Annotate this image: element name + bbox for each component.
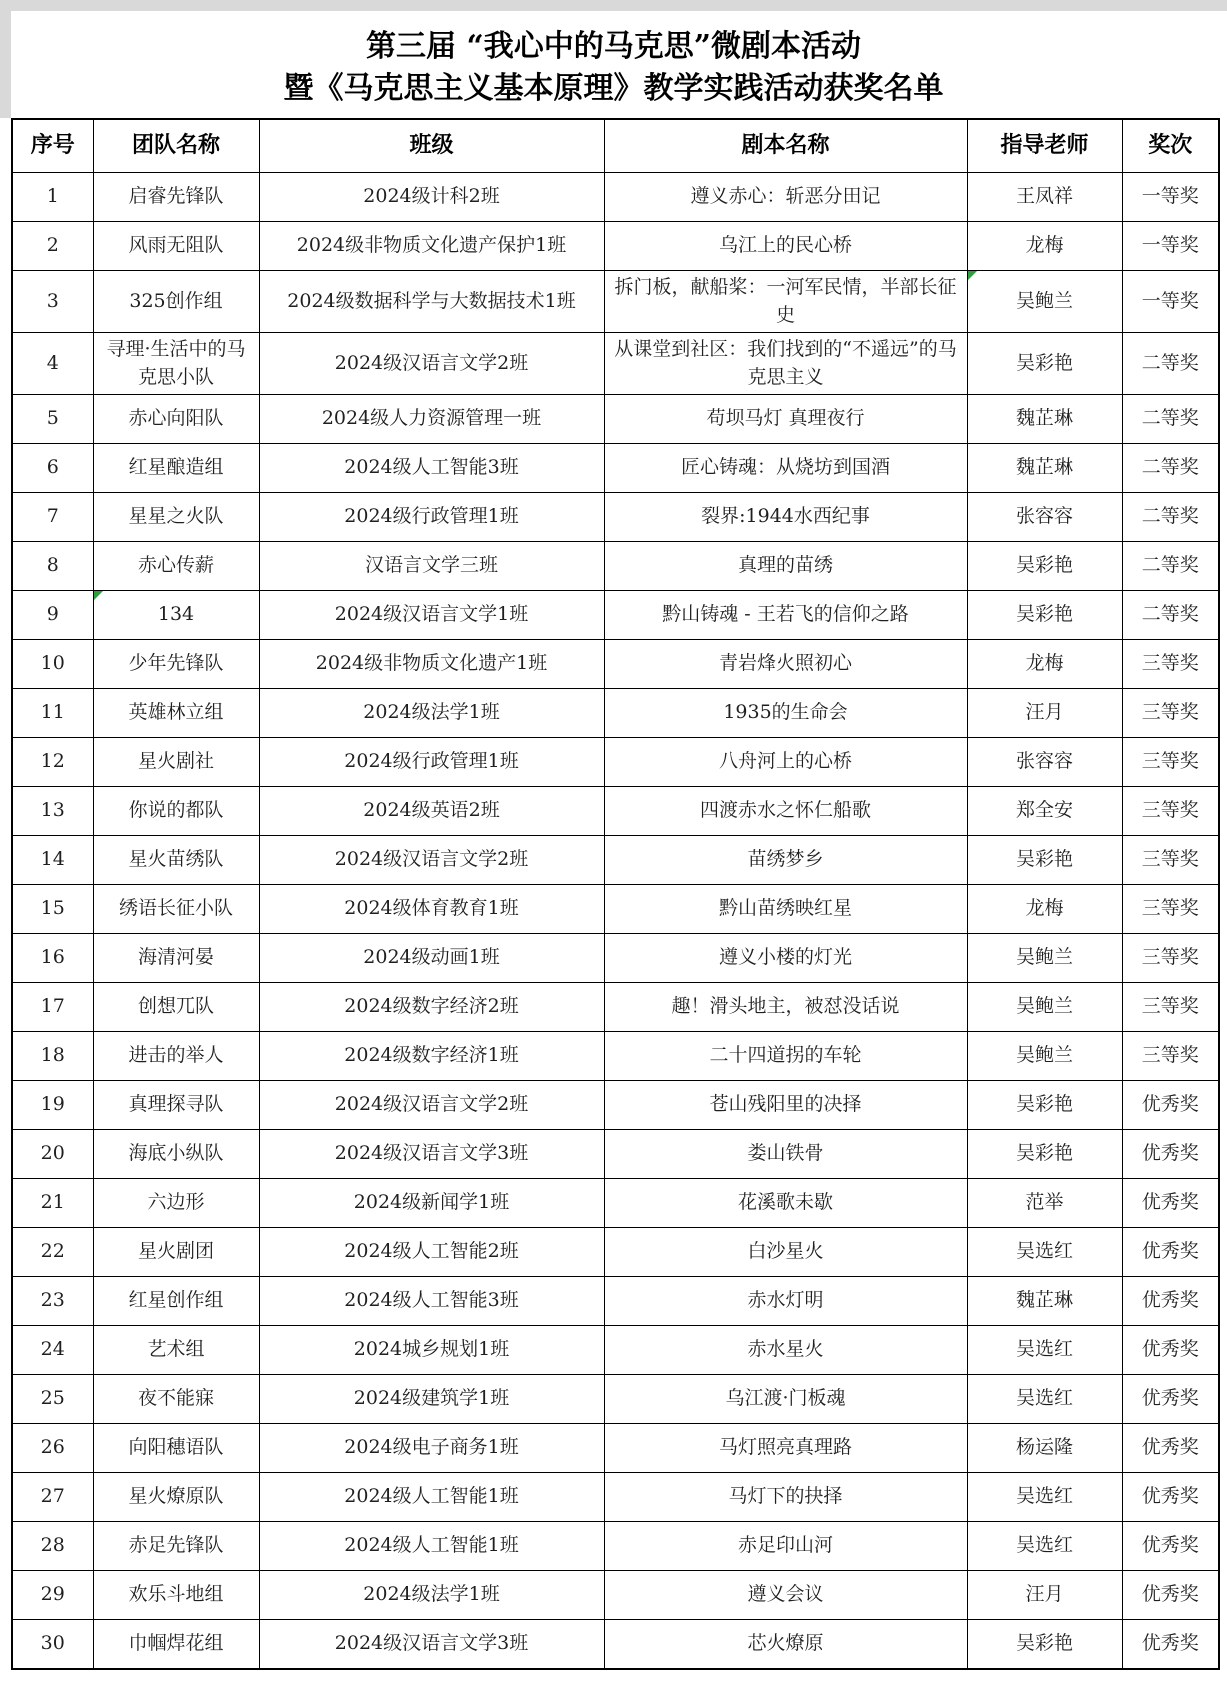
cell-award: 优秀奖 (1122, 1179, 1219, 1228)
header-no: 序号 (12, 119, 93, 173)
cell-class: 2024级英语2班 (259, 787, 604, 836)
table-row (12, 1620, 1219, 1670)
cell-script: 八舟河上的心桥 (604, 738, 967, 787)
table-row (12, 640, 1219, 689)
cell-award: 优秀奖 (1122, 1326, 1219, 1375)
cell-team: 启睿先锋队 (93, 173, 259, 222)
cell-no: 27 (12, 1473, 93, 1522)
cell-award: 优秀奖 (1122, 1473, 1219, 1522)
cell-class: 2024级非物质文化遗产保护1班 (259, 222, 604, 271)
cell-teacher: 张容容 (967, 493, 1122, 542)
cell-script: 马灯下的抉择 (604, 1473, 967, 1522)
cell-team: 红星创作组 (93, 1277, 259, 1326)
cell-award: 三等奖 (1122, 885, 1219, 934)
cell-award: 二等奖 (1122, 444, 1219, 493)
cell-no: 29 (12, 1571, 93, 1620)
screenshot-left-border (0, 0, 11, 118)
header-award: 奖次 (1122, 119, 1219, 173)
cell-no: 16 (12, 934, 93, 983)
cell-no: 9 (12, 591, 93, 640)
cell-no: 15 (12, 885, 93, 934)
cell-team: 红星酿造组 (93, 444, 259, 493)
cell-class: 2024级电子商务1班 (259, 1424, 604, 1473)
cell-class: 汉语言文学三班 (259, 542, 604, 591)
cell-no: 13 (12, 787, 93, 836)
cell-teacher: 郑全安 (967, 787, 1122, 836)
cell-teacher: 吴彩艳 (967, 1130, 1122, 1179)
cell-team: 艺术组 (93, 1326, 259, 1375)
cell-class: 2024级建筑学1班 (259, 1375, 604, 1424)
cell-no: 3 (12, 271, 93, 333)
cell-no: 26 (12, 1424, 93, 1473)
cell-no: 22 (12, 1228, 93, 1277)
cell-award: 三等奖 (1122, 983, 1219, 1032)
cell-script: 裂界:1944水西纪事 (604, 493, 967, 542)
cell-award: 二等奖 (1122, 493, 1219, 542)
cell-award: 一等奖 (1122, 271, 1219, 333)
cell-class: 2024级汉语言文学3班 (259, 1130, 604, 1179)
table-row (12, 1277, 1219, 1326)
cell-teacher: 吴彩艳 (967, 333, 1122, 395)
cell-class: 2024级汉语言文学2班 (259, 1081, 604, 1130)
cell-class: 2024城乡规划1班 (259, 1326, 604, 1375)
cell-no: 1 (12, 173, 93, 222)
cell-award: 优秀奖 (1122, 1522, 1219, 1571)
cell-no: 7 (12, 493, 93, 542)
table-row (12, 1375, 1219, 1424)
cell-team: 325创作组 (93, 271, 259, 333)
cell-no: 17 (12, 983, 93, 1032)
cell-award: 优秀奖 (1122, 1277, 1219, 1326)
cell-script: 二十四道拐的车轮 (604, 1032, 967, 1081)
cell-team: 你说的都队 (93, 787, 259, 836)
cell-team: 绣语长征小队 (93, 885, 259, 934)
cell-class: 2024级人工智能3班 (259, 1277, 604, 1326)
cell-script: 青岩烽火照初心 (604, 640, 967, 689)
cell-team: 创想兀队 (93, 983, 259, 1032)
cell-class: 2024级体育教育1班 (259, 885, 604, 934)
cell-script: 从课堂到社区：我们找到的“不遥远”的马克思主义 (604, 333, 967, 395)
cell-team: 赤心向阳队 (93, 395, 259, 444)
table-row (12, 738, 1219, 787)
cell-no: 14 (12, 836, 93, 885)
cell-script: 拆门板，献船桨：一河军民情，半部长征史 (604, 271, 967, 333)
table-row (12, 271, 1219, 333)
cell-award: 二等奖 (1122, 395, 1219, 444)
cell-no: 5 (12, 395, 93, 444)
cell-teacher: 吴彩艳 (967, 1620, 1122, 1670)
table-row (12, 1326, 1219, 1375)
table-row (12, 1081, 1219, 1130)
cell-no: 28 (12, 1522, 93, 1571)
cell-teacher: 吴彩艳 (967, 1081, 1122, 1130)
cell-teacher: 吴鲍兰 (967, 983, 1122, 1032)
cell-no: 8 (12, 542, 93, 591)
cell-award: 三等奖 (1122, 1032, 1219, 1081)
cell-team: 英雄林立组 (93, 689, 259, 738)
cell-script: 黔山铸魂 - 王若飞的信仰之路 (604, 591, 967, 640)
cell-teacher: 范举 (967, 1179, 1122, 1228)
table-row (12, 1130, 1219, 1179)
page-title-line1: 第三届 “我心中的马克思”微剧本活动 (366, 29, 861, 64)
cell-script: 花溪歌未歇 (604, 1179, 967, 1228)
cell-teacher: 吴鲍兰 (967, 1032, 1122, 1081)
cell-script: 苗绣梦乡 (604, 836, 967, 885)
cell-script: 四渡赤水之怀仁船歌 (604, 787, 967, 836)
cell-award: 一等奖 (1122, 222, 1219, 271)
table-row (12, 1032, 1219, 1081)
cell-award: 三等奖 (1122, 689, 1219, 738)
cell-teacher: 张容容 (967, 738, 1122, 787)
cell-class: 2024级非物质文化遗产1班 (259, 640, 604, 689)
table-header-row (12, 119, 1219, 173)
cell-class: 2024级汉语言文学2班 (259, 836, 604, 885)
cell-script: 娄山铁骨 (604, 1130, 967, 1179)
cell-script: 乌江上的民心桥 (604, 222, 967, 271)
cell-team: 134 (93, 591, 259, 640)
table-row (12, 1228, 1219, 1277)
cell-class: 2024级汉语言文学3班 (259, 1620, 604, 1670)
cell-team: 赤足先锋队 (93, 1522, 259, 1571)
cell-award: 优秀奖 (1122, 1620, 1219, 1670)
table-row (12, 493, 1219, 542)
cell-teacher: 吴选红 (967, 1228, 1122, 1277)
cell-award: 优秀奖 (1122, 1375, 1219, 1424)
cell-teacher: 汪月 (967, 1571, 1122, 1620)
cell-class: 2024级人力资源管理一班 (259, 395, 604, 444)
cell-award: 三等奖 (1122, 738, 1219, 787)
cell-team: 星火剧社 (93, 738, 259, 787)
cell-script: 黔山苗绣映红星 (604, 885, 967, 934)
table-row (12, 1424, 1219, 1473)
cell-award: 二等奖 (1122, 542, 1219, 591)
cell-no: 10 (12, 640, 93, 689)
cell-team: 星火苗绣队 (93, 836, 259, 885)
table-row (12, 591, 1219, 640)
cell-award: 三等奖 (1122, 934, 1219, 983)
cell-script: 遵义小楼的灯光 (604, 934, 967, 983)
cell-teacher: 魏芷琳 (967, 1277, 1122, 1326)
cell-class: 2024级汉语言文学2班 (259, 333, 604, 395)
cell-team: 欢乐斗地组 (93, 1571, 259, 1620)
cell-no: 24 (12, 1326, 93, 1375)
cell-team: 六边形 (93, 1179, 259, 1228)
cell-class: 2024级数据科学与大数据技术1班 (259, 271, 604, 333)
cell-script: 马灯照亮真理路 (604, 1424, 967, 1473)
cell-no: 19 (12, 1081, 93, 1130)
table-row (12, 395, 1219, 444)
cell-script: 1935的生命会 (604, 689, 967, 738)
cell-script: 赤水星火 (604, 1326, 967, 1375)
cell-script: 赤足印山河 (604, 1522, 967, 1571)
cell-teacher: 魏芷琳 (967, 395, 1122, 444)
cell-team: 寻理·生活中的马克思小队 (93, 333, 259, 395)
cell-script: 白沙星火 (604, 1228, 967, 1277)
cell-award: 二等奖 (1122, 333, 1219, 395)
cell-script: 赤水灯明 (604, 1277, 967, 1326)
cell-teacher: 王凤祥 (967, 173, 1122, 222)
cell-script: 芯火燎原 (604, 1620, 967, 1670)
cell-teacher: 吴选红 (967, 1522, 1122, 1571)
cell-team: 海底小纵队 (93, 1130, 259, 1179)
cell-class: 2024级计科2班 (259, 173, 604, 222)
cell-team: 进击的举人 (93, 1032, 259, 1081)
header-team: 团队名称 (93, 119, 259, 173)
cell-no: 4 (12, 333, 93, 395)
header-teacher: 指导老师 (967, 119, 1122, 173)
cell-no: 11 (12, 689, 93, 738)
cell-class: 2024级数字经济2班 (259, 983, 604, 1032)
table-row (12, 542, 1219, 591)
cell-class: 2024级人工智能1班 (259, 1473, 604, 1522)
cell-award: 二等奖 (1122, 591, 1219, 640)
cell-class: 2024级汉语言文学1班 (259, 591, 604, 640)
table-row (12, 983, 1219, 1032)
cell-no: 6 (12, 444, 93, 493)
cell-class: 2024级人工智能2班 (259, 1228, 604, 1277)
header-class: 班级 (259, 119, 604, 173)
cell-team: 巾帼焊花组 (93, 1620, 259, 1670)
cell-team: 向阳穗语队 (93, 1424, 259, 1473)
cell-award: 优秀奖 (1122, 1571, 1219, 1620)
cell-script: 苟坝马灯 真理夜行 (604, 395, 967, 444)
cell-script: 真理的苗绣 (604, 542, 967, 591)
cell-teacher: 龙梅 (967, 640, 1122, 689)
header-script: 剧本名称 (604, 119, 967, 173)
cell-no: 21 (12, 1179, 93, 1228)
cell-error-marker-triangle (94, 591, 103, 600)
cell-award: 三等奖 (1122, 787, 1219, 836)
table-row (12, 787, 1219, 836)
cell-teacher: 龙梅 (967, 222, 1122, 271)
cell-teacher: 吴鲍兰 (967, 934, 1122, 983)
table-row (12, 1179, 1219, 1228)
cell-script: 遵义会议 (604, 1571, 967, 1620)
cell-award: 优秀奖 (1122, 1424, 1219, 1473)
cell-award: 三等奖 (1122, 836, 1219, 885)
cell-script: 趣！滑头地主，被怼没话说 (604, 983, 967, 1032)
table-row (12, 173, 1219, 222)
cell-no: 2 (12, 222, 93, 271)
cell-class: 2024级法学1班 (259, 1571, 604, 1620)
table-row (12, 222, 1219, 271)
cell-no: 23 (12, 1277, 93, 1326)
cell-teacher: 杨运隆 (967, 1424, 1122, 1473)
cell-class: 2024级动画1班 (259, 934, 604, 983)
cell-team: 海清河晏 (93, 934, 259, 983)
cell-team: 赤心传薪 (93, 542, 259, 591)
awards-table (11, 118, 1220, 1670)
cell-teacher: 吴选红 (967, 1326, 1122, 1375)
cell-team: 星火燎原队 (93, 1473, 259, 1522)
cell-award: 三等奖 (1122, 640, 1219, 689)
cell-no: 18 (12, 1032, 93, 1081)
cell-no: 20 (12, 1130, 93, 1179)
cell-class: 2024级人工智能1班 (259, 1522, 604, 1571)
cell-teacher: 吴彩艳 (967, 591, 1122, 640)
cell-class: 2024级法学1班 (259, 689, 604, 738)
table-row (12, 1522, 1219, 1571)
cell-error-marker-triangle (968, 271, 977, 280)
cell-class: 2024级行政管理1班 (259, 738, 604, 787)
cell-teacher: 吴选红 (967, 1375, 1122, 1424)
cell-teacher: 龙梅 (967, 885, 1122, 934)
cell-team: 星星之火队 (93, 493, 259, 542)
cell-no: 25 (12, 1375, 93, 1424)
cell-award: 优秀奖 (1122, 1228, 1219, 1277)
cell-team: 少年先锋队 (93, 640, 259, 689)
cell-no: 12 (12, 738, 93, 787)
cell-teacher: 吴鲍兰 (967, 271, 1122, 333)
cell-team: 真理探寻队 (93, 1081, 259, 1130)
cell-team: 风雨无阻队 (93, 222, 259, 271)
cell-teacher: 汪月 (967, 689, 1122, 738)
cell-team: 星火剧团 (93, 1228, 259, 1277)
cell-script: 匠心铸魂：从烧坊到国酒 (604, 444, 967, 493)
page-title (0, 0, 1227, 110)
cell-team: 夜不能寐 (93, 1375, 259, 1424)
cell-script: 乌江渡·门板魂 (604, 1375, 967, 1424)
cell-teacher: 吴彩艳 (967, 836, 1122, 885)
cell-award: 优秀奖 (1122, 1130, 1219, 1179)
table-row (12, 333, 1219, 395)
cell-teacher: 吴彩艳 (967, 542, 1122, 591)
table-row (12, 689, 1219, 738)
cell-award: 一等奖 (1122, 173, 1219, 222)
cell-class: 2024级人工智能3班 (259, 444, 604, 493)
table-row (12, 1571, 1219, 1620)
cell-teacher: 魏芷琳 (967, 444, 1122, 493)
cell-script: 遵义赤心：斩恶分田记 (604, 173, 967, 222)
table-row (12, 836, 1219, 885)
table-row (12, 885, 1219, 934)
cell-class: 2024级数字经济1班 (259, 1032, 604, 1081)
cell-class: 2024级新闻学1班 (259, 1179, 604, 1228)
cell-class: 2024级行政管理1班 (259, 493, 604, 542)
cell-script: 苍山残阳里的决择 (604, 1081, 967, 1130)
table-row (12, 934, 1219, 983)
cell-no: 30 (12, 1620, 93, 1670)
table-row (12, 444, 1219, 493)
page-title-line2: 暨《马克思主义基本原理》教学实践活动获奖名单 (283, 71, 944, 106)
cell-teacher: 吴选红 (967, 1473, 1122, 1522)
screenshot-top-border (0, 0, 1227, 11)
cell-award: 优秀奖 (1122, 1081, 1219, 1130)
table-row (12, 1473, 1219, 1522)
